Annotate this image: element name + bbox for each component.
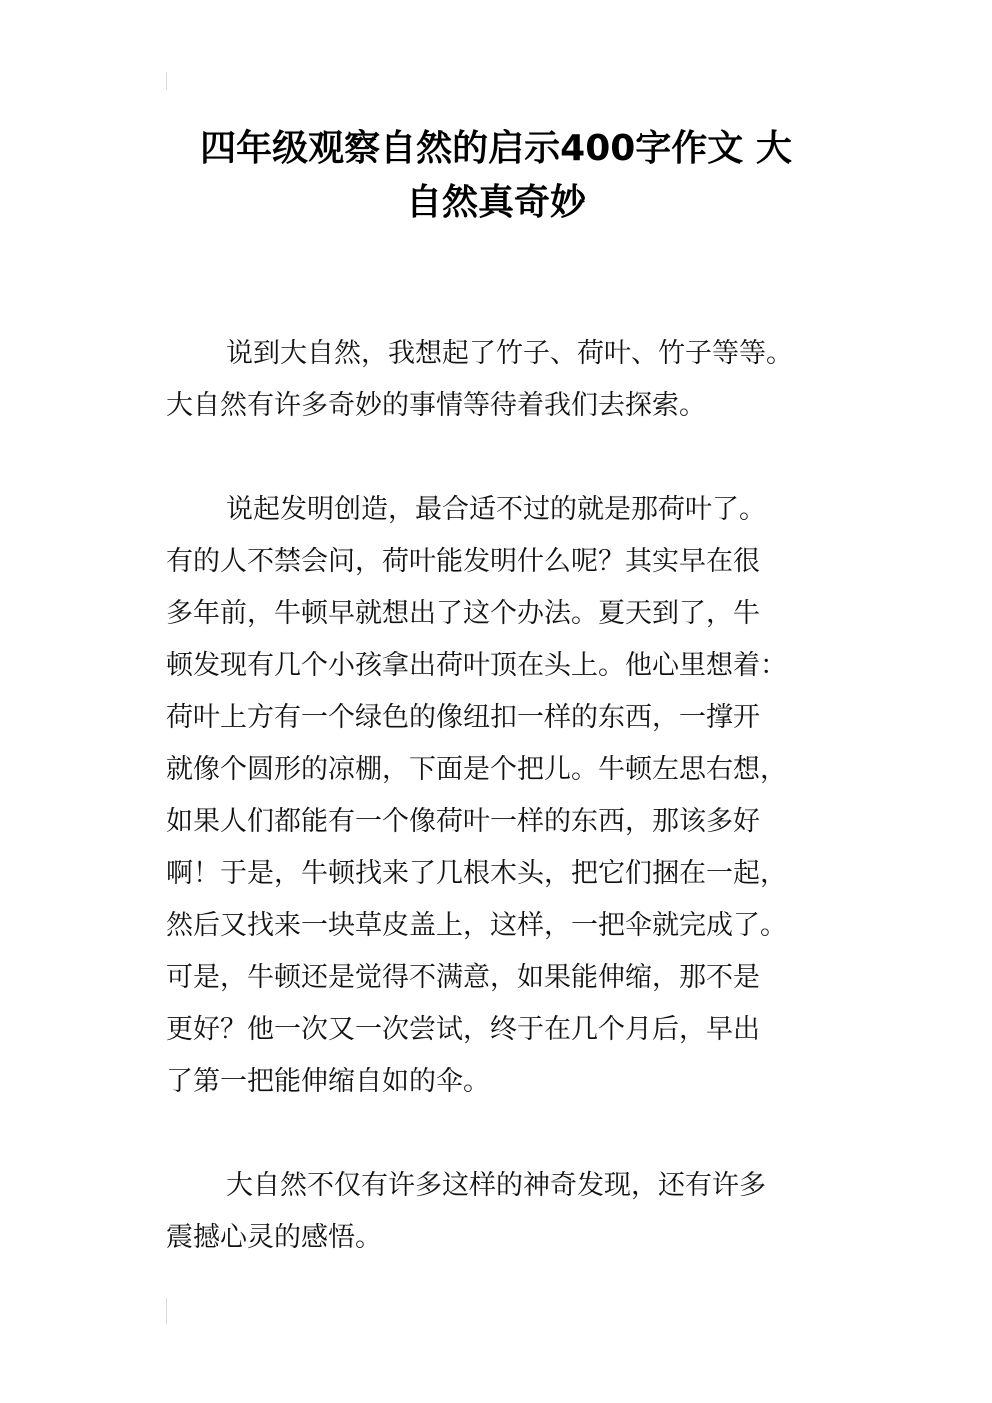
paragraph-line: 可是，牛顿还是觉得不满意，如果能伸缩，那不是 xyxy=(166,962,760,993)
paragraph-line: 多年前，牛顿早就想出了这个办法。夏天到了，牛 xyxy=(166,598,760,629)
paragraph-line: 说起发明创造，最合适不过的就是那荷叶了。 xyxy=(226,494,766,525)
margin-mark-bottom xyxy=(166,1298,167,1324)
paragraph-line: 顿发现有几个小孩拿出荷叶顶在头上。他心里想着： xyxy=(166,650,787,681)
document-title xyxy=(150,122,842,230)
paragraph-line: 大自然有许多奇妙的事情等待着我们去探索。 xyxy=(166,390,706,421)
paragraph-line: 了第一把能伸缩自如的伞。 xyxy=(166,1066,490,1097)
paragraph-line: 大自然不仅有许多这样的神奇发现，还有许多 xyxy=(226,1170,766,1201)
title-line: 四年级观察自然的启示400字作文 大 xyxy=(200,128,792,169)
paragraph-1 xyxy=(166,328,846,432)
margin-mark-top xyxy=(166,72,167,90)
paragraph-line: 如果人们都能有一个像荷叶一样的东西，那该多好 xyxy=(166,806,760,837)
paragraph-line: 啊！于是，牛顿找来了几根木头，把它们捆在一起， xyxy=(166,858,787,889)
paragraph-line: 然后又找来一块草皮盖上，这样，一把伞就完成了。 xyxy=(166,910,787,941)
paragraph-line: 说到大自然，我想起了竹子、荷叶、竹子等等。 xyxy=(226,338,793,369)
paragraph-line: 有的人不禁会问，荷叶能发明什么呢？其实早在很 xyxy=(166,546,760,577)
title-line: 自然真奇妙 xyxy=(405,182,586,223)
paragraph-line: 震撼心灵的感悟。 xyxy=(166,1222,382,1253)
paragraph-line: 更好？他一次又一次尝试，终于在几个月后，早出 xyxy=(166,1014,760,1045)
paragraph-2 xyxy=(166,484,846,1108)
paragraph-line: 荷叶上方有一个绿色的像纽扣一样的东西，一撑开 xyxy=(166,702,760,733)
paragraph-3 xyxy=(166,1160,846,1264)
paragraph-line: 就像个圆形的凉棚，下面是个把儿。牛顿左思右想， xyxy=(166,754,787,785)
